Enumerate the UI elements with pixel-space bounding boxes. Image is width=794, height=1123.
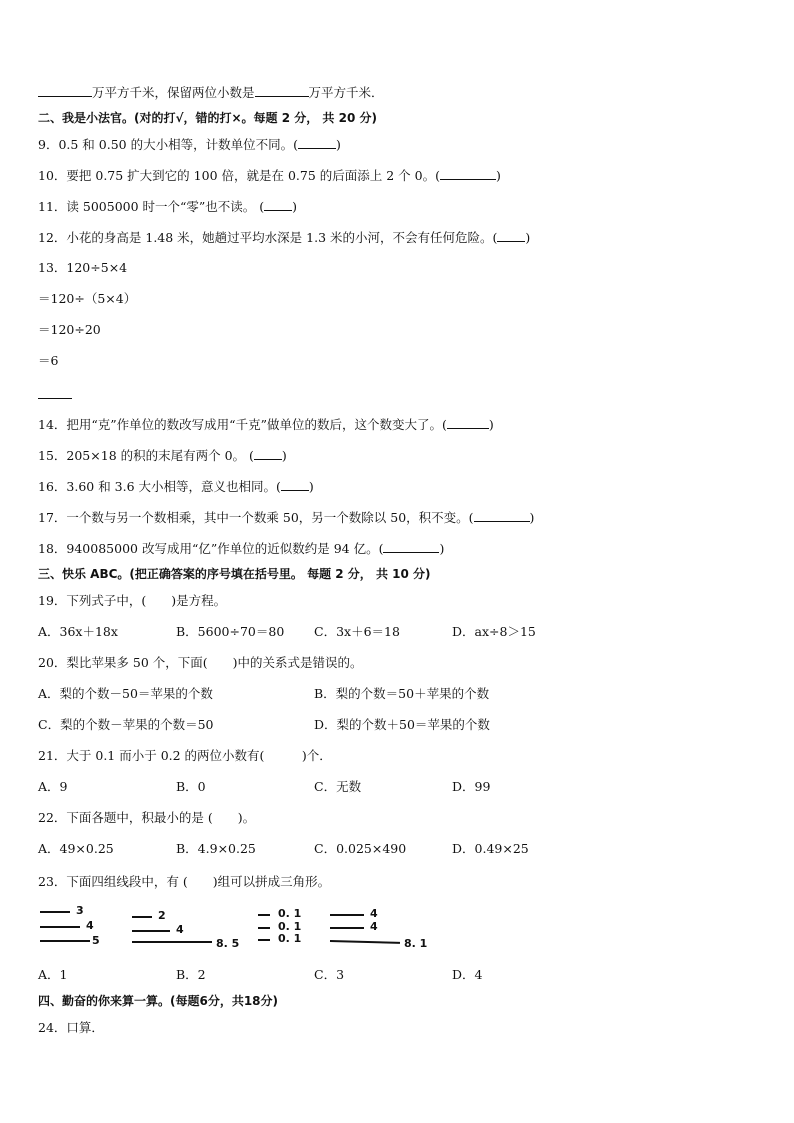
segment-4 — [330, 914, 364, 916]
segment-0-1 — [258, 939, 270, 941]
answer-blank[interactable] — [38, 386, 72, 399]
option-d[interactable]: D．99 — [452, 779, 491, 794]
option-d[interactable]: D．梨的个数＋50＝苹果的个数 — [314, 717, 490, 732]
segment-4 — [40, 926, 80, 928]
answer-blank[interactable] — [298, 136, 336, 149]
section-3-title: 三、快乐 ABC。(把正确答案的序号填在括号里。 每题 2 分， 共 10 分) — [38, 567, 431, 581]
segment-8-5 — [132, 941, 212, 943]
answer-blank[interactable] — [474, 509, 530, 522]
segment-label: 0. 1 — [278, 907, 302, 920]
answer-blank[interactable] — [38, 84, 92, 97]
segment-2 — [132, 916, 152, 918]
option-c[interactable]: C．无数 — [314, 779, 362, 794]
question-20: 20．梨比苹果多 50 个，下面( )中的关系式是错误的。 — [38, 655, 363, 670]
segment-0-1 — [258, 927, 270, 929]
segment-label: 5 — [92, 934, 100, 947]
section-4-title: 四、勤奋的你来算一算。(每题6分，共18分) — [38, 994, 279, 1008]
answer-blank[interactable] — [281, 478, 309, 491]
option-b[interactable]: B．5600÷70＝80 — [176, 624, 285, 639]
answer-blank[interactable] — [440, 167, 496, 180]
question-19: 19．下列式子中，( )是方程。 — [38, 593, 227, 608]
option-d[interactable]: D．4 — [452, 967, 483, 982]
segment-8-1 — [330, 940, 400, 944]
option-d[interactable]: D．ax÷8＞15 — [452, 624, 536, 639]
answer-blank[interactable] — [264, 198, 292, 211]
question-22: 22．下面各题中，积最小的是 ( )。 — [38, 810, 256, 825]
question-14: 14．把用“克”作单位的数改写成用“千克”做单位的数后，这个数变大了。( ) — [38, 417, 494, 432]
segment-label: 8. 5 — [216, 937, 240, 950]
option-c[interactable]: C．梨的个数－苹果的个数＝50 — [38, 717, 214, 732]
option-b[interactable]: B．2 — [176, 967, 206, 982]
answer-blank[interactable] — [383, 540, 439, 553]
answer-blank[interactable] — [447, 416, 489, 429]
option-b[interactable]: B．0 — [176, 779, 206, 794]
question-13-line-1: 13．120÷5×4 — [38, 260, 128, 275]
question-15: 15．205×18 的积的末尾有两个 0。 ( ) — [38, 448, 287, 463]
segment-group-3 — [258, 902, 308, 952]
option-a[interactable]: A．梨的个数－50＝苹果的个数 — [38, 686, 213, 701]
answer-blank[interactable] — [497, 229, 525, 242]
question-13-line-2: ＝120÷（5×4） — [38, 291, 137, 306]
answer-blank[interactable] — [254, 447, 282, 460]
question-13-line-4: ＝6 — [38, 353, 59, 368]
question-8-continuation: 万平方千米，保留两位小数是 万平方千米． — [38, 84, 384, 101]
question-12: 12．小花的身高是 1.48 米，她趟过平均水深是 1.3 米的小河，不会有任何危险。( ) — [38, 230, 531, 245]
option-c[interactable]: C．0.025×490 — [314, 841, 407, 856]
segment-label: 8. 1 — [404, 937, 428, 950]
option-d[interactable]: D．0.49×25 — [452, 841, 529, 856]
segment-label: 4 — [370, 920, 378, 933]
option-a[interactable]: A．49×0.25 — [38, 841, 114, 856]
segment-4 — [132, 930, 170, 932]
segment-group-2 — [132, 902, 242, 952]
segment-label: 4 — [370, 907, 378, 920]
option-a[interactable]: A．1 — [38, 967, 68, 982]
question-13-answer — [38, 386, 72, 403]
segment-3 — [40, 911, 70, 913]
option-c[interactable]: C．3x＋6＝18 — [314, 624, 400, 639]
question-24: 24．口算． — [38, 1020, 104, 1035]
question-16: 16．3.60 和 3.6 大小相等，意义也相同。( ) — [38, 479, 314, 494]
question-23: 23．下面四组线段中，有 ( )组可以拼成三角形。 — [38, 874, 331, 889]
option-a[interactable]: A．36x＋18x — [38, 624, 118, 639]
question-17: 17．一个数与另一个数相乘，其中一个数乘 50，另一个数除以 50，积不变。( ) — [38, 510, 535, 525]
segment-label: 3 — [76, 904, 84, 917]
segment-4 — [330, 927, 364, 929]
question-13-line-3: ＝120÷20 — [38, 322, 101, 337]
question-9: 9．0.5 和 0.50 的大小相等，计数单位不同。( ) — [38, 137, 341, 152]
question-11: 11．读 5005000 时一个“零”也不读。 ( ) — [38, 199, 298, 214]
segment-label: 2 — [158, 909, 166, 922]
segment-label: 4 — [176, 923, 184, 936]
question-18: 18．940085000 改写成用“亿”作单位的近似数约是 94 亿。( ) — [38, 541, 445, 556]
segment-5 — [40, 940, 90, 942]
question-21: 21．大于 0.1 而小于 0.2 的两位小数有( )个． — [38, 748, 332, 763]
option-a[interactable]: A．9 — [38, 779, 68, 794]
option-c[interactable]: C．3 — [314, 967, 345, 982]
answer-blank[interactable] — [255, 84, 309, 97]
segment-label: 0. 1 — [278, 920, 302, 933]
segment-group-4 — [330, 902, 430, 952]
segment-label: 0. 1 — [278, 932, 302, 945]
question-10: 10．要把 0.75 扩大到它的 100 倍，就是在 0.75 的后面添上 2 个 0。( ) — [38, 168, 501, 183]
section-2-title: 二、我是小法官。(对的打√，错的打×。每题 2 分， 共 20 分) — [38, 111, 377, 125]
option-b[interactable]: B．梨的个数＝50＋苹果的个数 — [314, 686, 490, 701]
segment-label: 4 — [86, 919, 94, 932]
segment-group-1 — [40, 902, 110, 952]
option-b[interactable]: B．4.9×0.25 — [176, 841, 256, 856]
segment-0-1 — [258, 914, 270, 916]
